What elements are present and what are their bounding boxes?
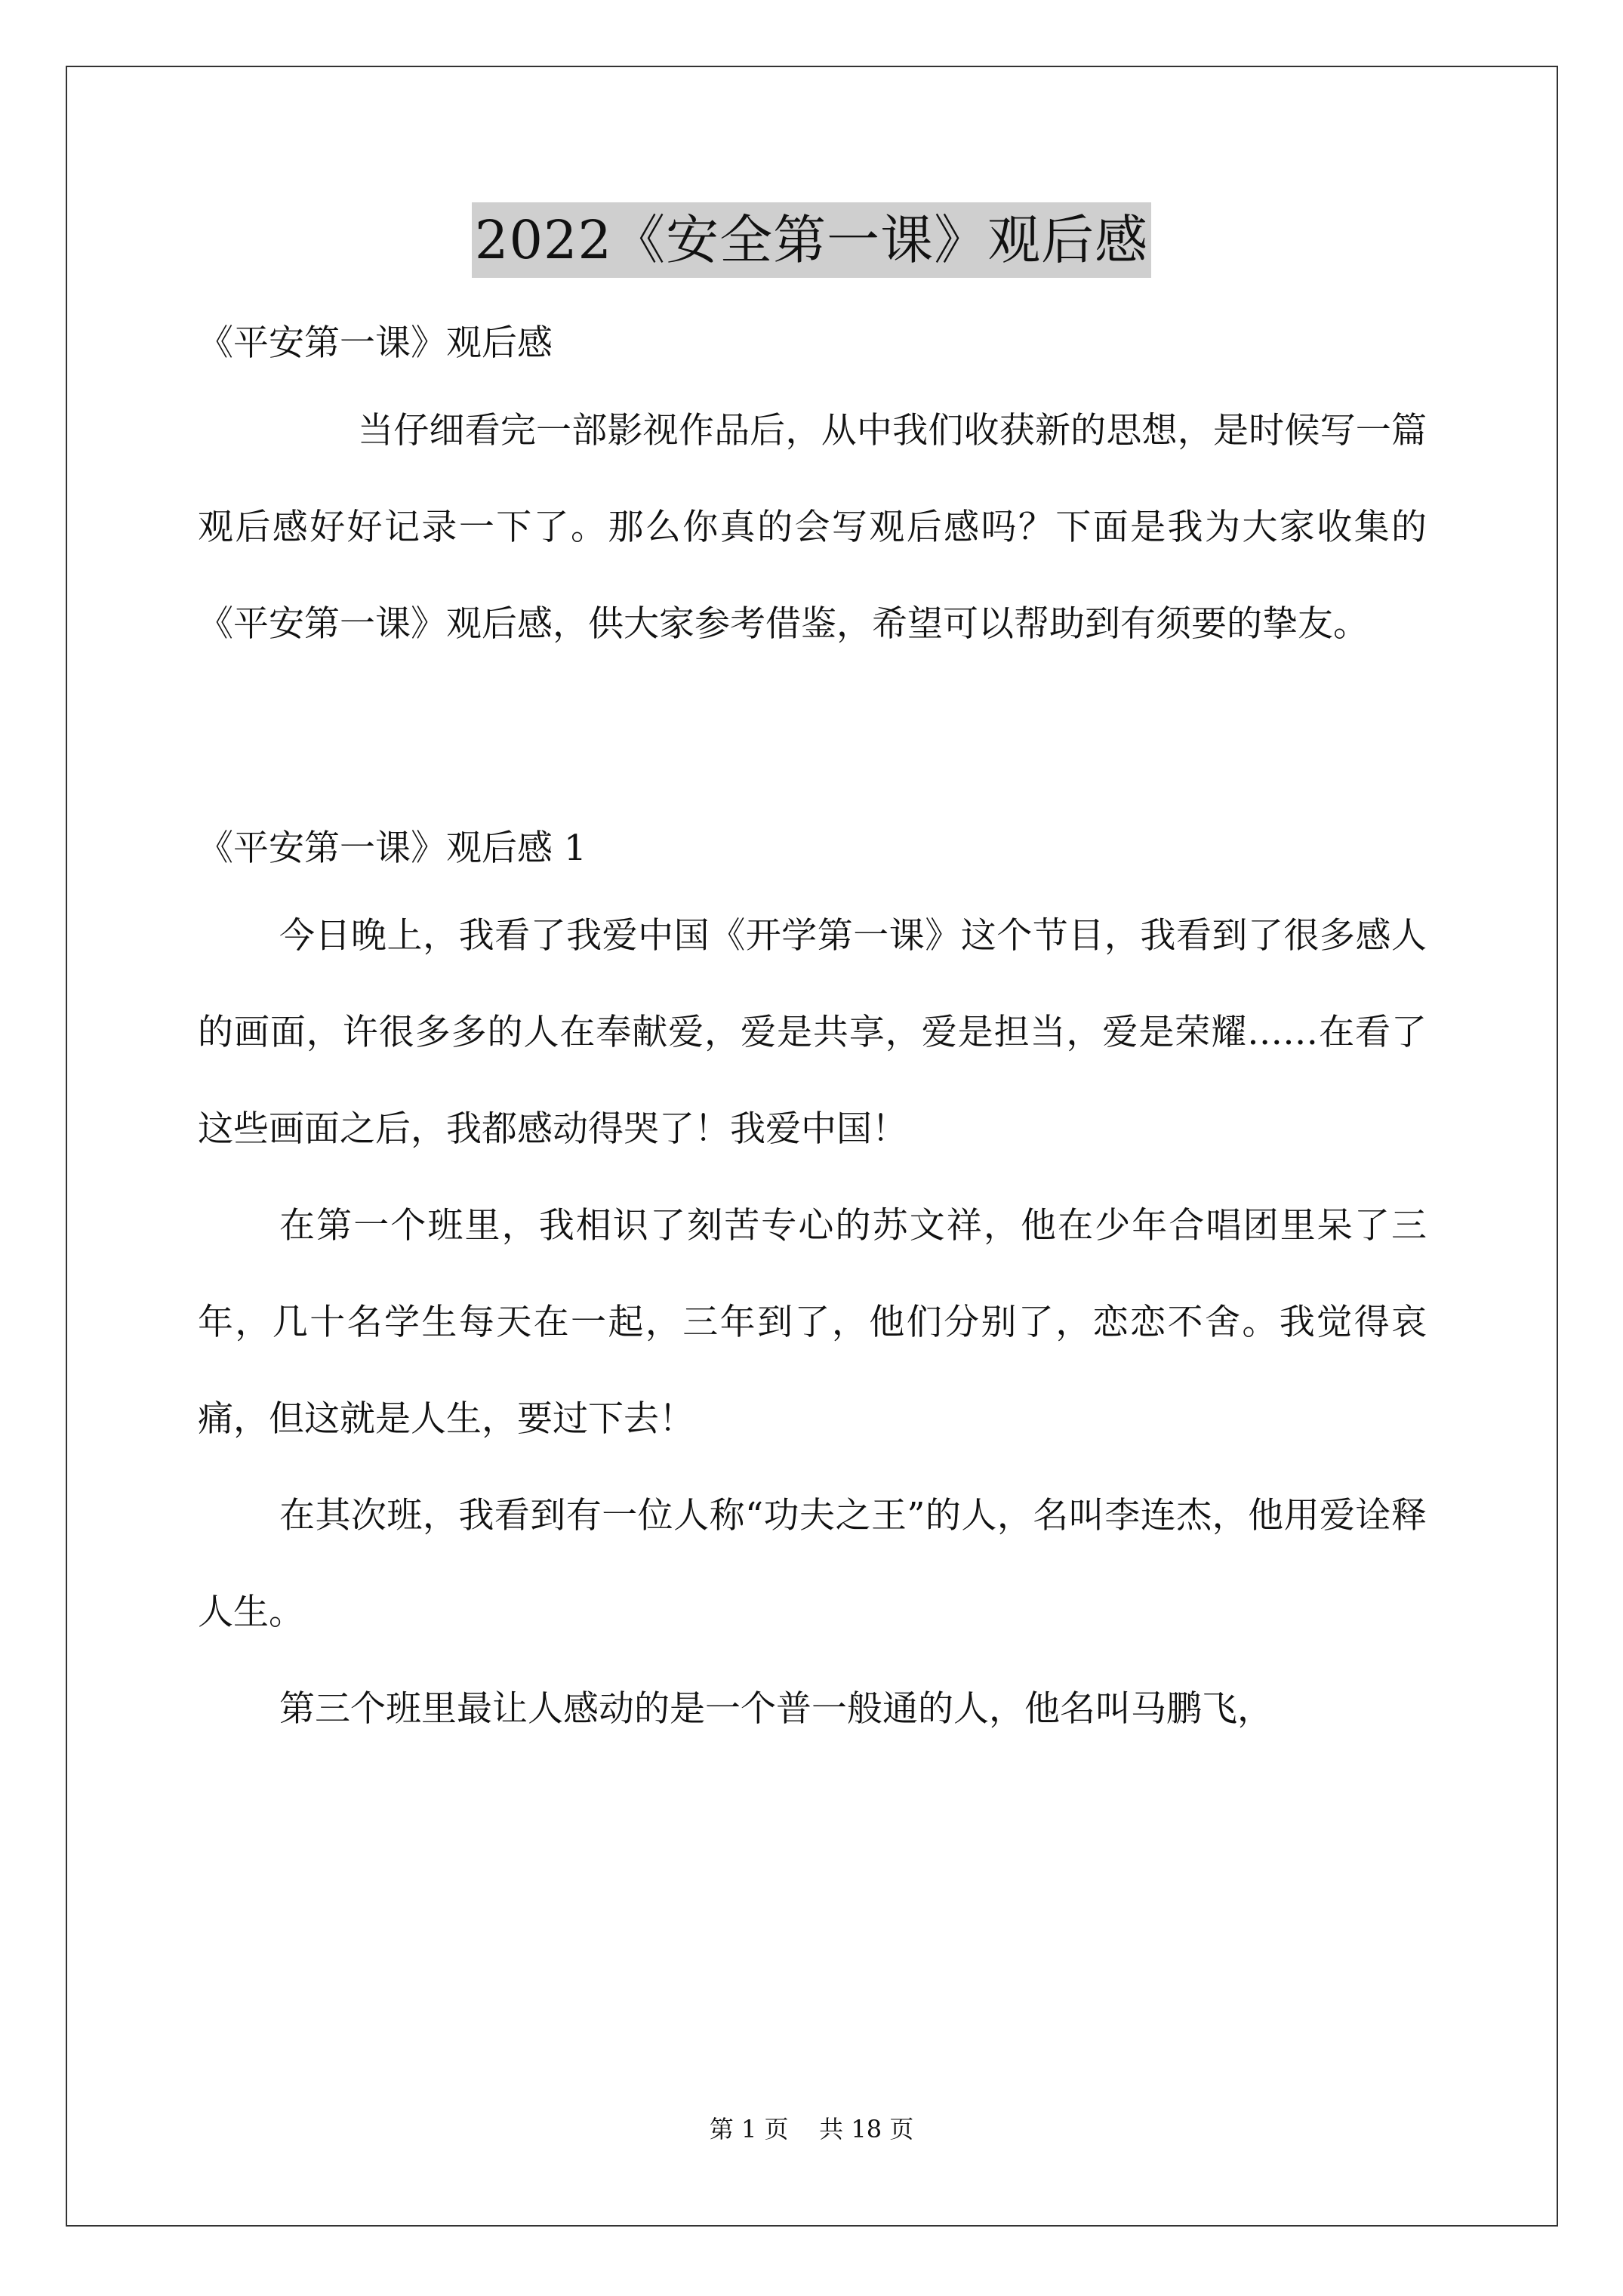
page-footer: 第 1 页 共 18 页 [709, 2115, 914, 2143]
body-paragraph: 今日晚上，我看了我爱中国《开学第一课》这个节目，我看到了很多感人的画面，许很多多的人在奉献爱，爱是共享，爱是担当，爱是荣耀……在看了这些画面之后，我都感动得哭了！我爱中国！ [198, 915, 1427, 1150]
section-heading: 《平安第一课》观后感 1 [198, 827, 587, 869]
title-container [0, 202, 1623, 278]
section-spacer [198, 673, 1427, 809]
document-body [198, 304, 1427, 1758]
section-heading: 《平安第一课》观后感 [198, 322, 553, 364]
body-paragraph: 第三个班里最让人感动的是一个普一般通的人，他名叫马鹏飞， [279, 1688, 1273, 1730]
body-paragraph: 在第一个班里，我相识了刻苦专心的苏文祥，他在少年合唱团里呆了三年，几十名学生每天在一起，三年到了，他们分别了，恋恋不舍。我觉得哀痛，但这就是人生，要过下去！ [198, 1205, 1427, 1440]
intro-paragraph: 当仔细看完一部影视作品后，从中我们收获新的思想，是时候写一篇观后感好好记录一下了。那么你真的会写观后感吗？下面是我为大家收集的《平安第一课》观后感，供大家参考借鉴，希望可以帮助到有须要的挚友。 [198, 410, 1427, 645]
document-title: 2022《安全第一课》观后感 [472, 202, 1151, 278]
body-paragraph: 在其次班，我看到有一位人称“功夫之王”的人，名叫李连杰，他用爱诠释人生。 [198, 1495, 1427, 1633]
